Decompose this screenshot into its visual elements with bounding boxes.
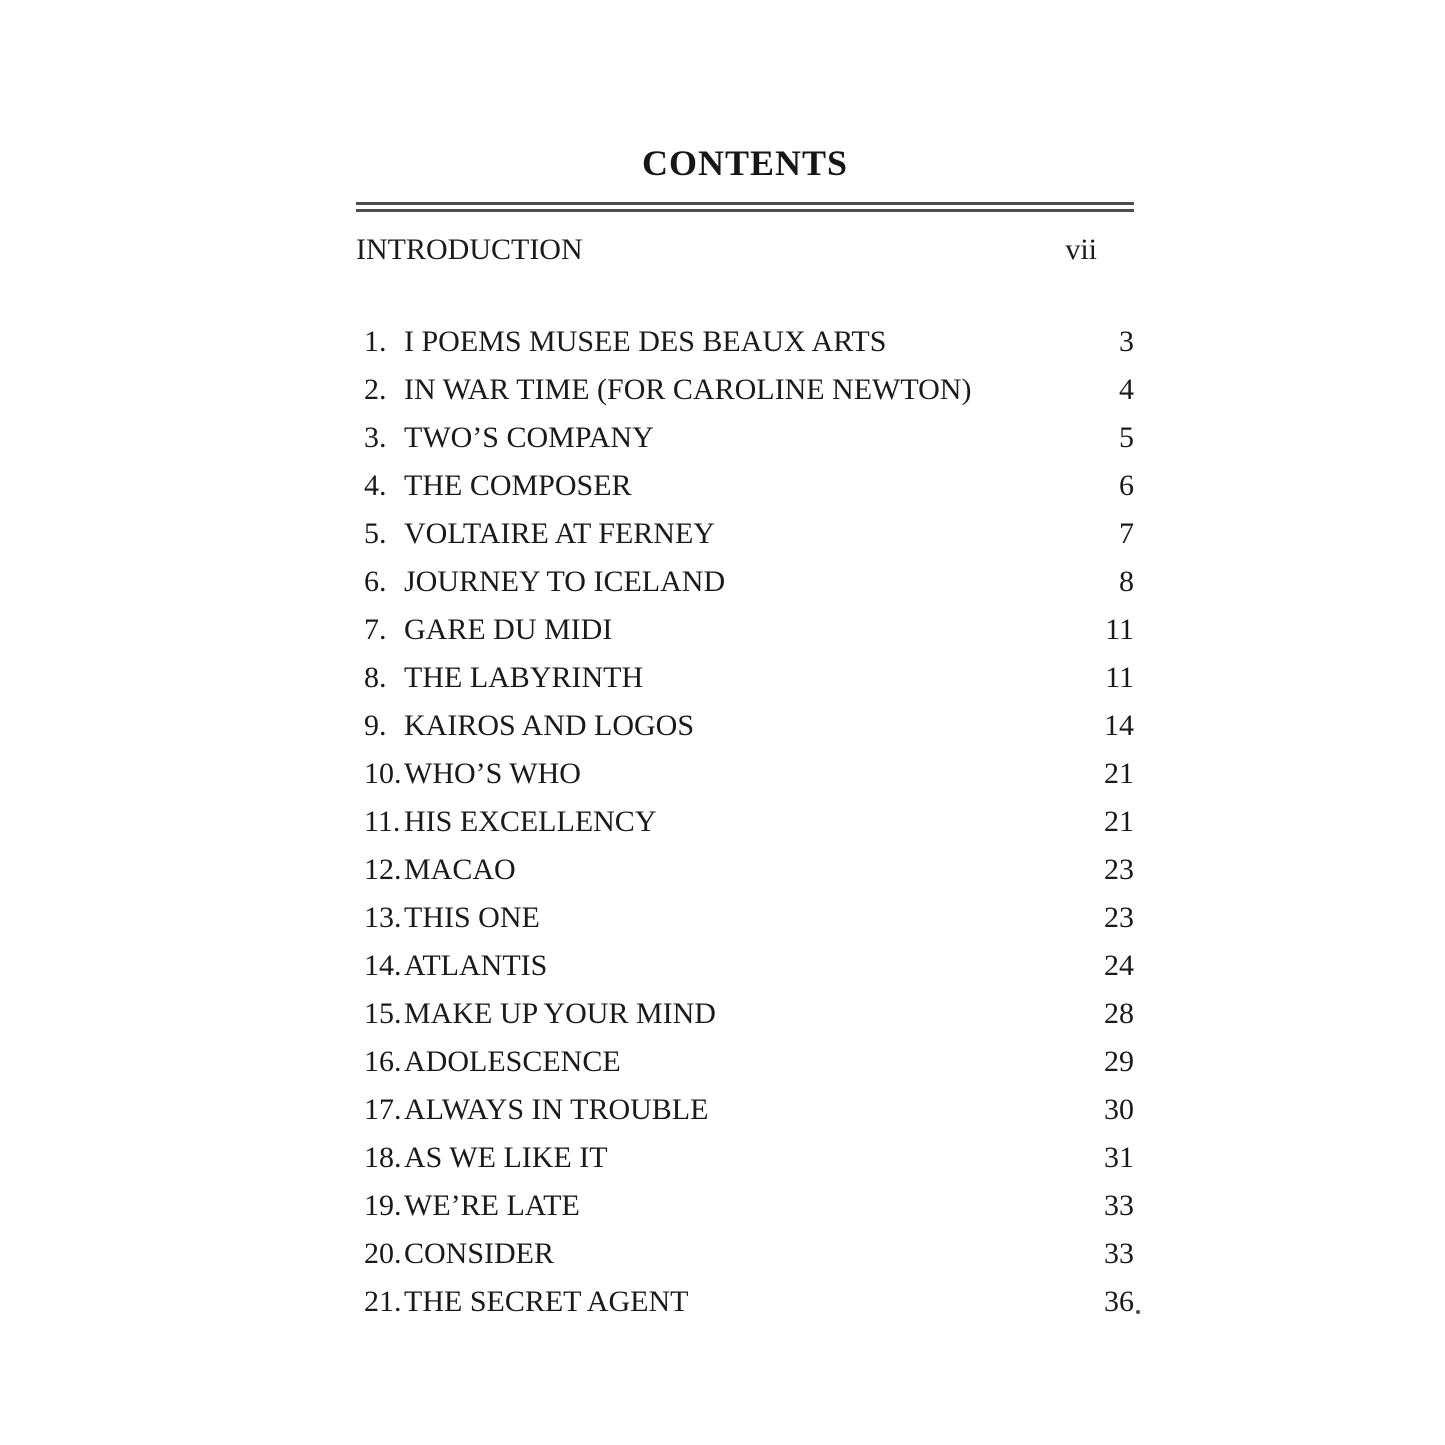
introduction-page-number: vii [1065, 233, 1097, 266]
toc-entry-number: 7. [364, 613, 387, 646]
toc-entry-title: CONSIDER [404, 1237, 555, 1270]
toc-entry [356, 702, 1134, 750]
toc-entry-title: AS WE LIKE IT [404, 1141, 608, 1174]
toc-entry-number: 3. [364, 421, 387, 454]
toc-entry-title: ALWAYS IN TROUBLE [404, 1093, 709, 1126]
page-title: CONTENTS [641, 143, 849, 183]
toc-entry-number: 19. [364, 1189, 402, 1222]
toc-entry [356, 846, 1134, 894]
toc-entry-title: ATLANTIS [404, 949, 548, 982]
toc-entry-number: 13. [364, 901, 402, 934]
toc-entry-page-number: 21 [1104, 757, 1134, 790]
toc-entry [356, 942, 1134, 990]
double-rule-divider [356, 202, 1134, 212]
toc-entry-page-number: 33 [1104, 1237, 1134, 1270]
toc-entry-title: I POEMS MUSEE DES BEAUX ARTS [404, 325, 887, 358]
toc-entry-page-number: 3 [1119, 325, 1134, 358]
toc-entry-title: MAKE UP YOUR MIND [404, 997, 716, 1030]
toc-entry [356, 654, 1134, 702]
toc-entry-number: 12. [364, 853, 402, 886]
toc-entry [356, 1038, 1134, 1086]
toc-entry-number: 1. [364, 325, 387, 358]
toc-entry-title: HIS EXCELLENCY [404, 805, 657, 838]
toc-entry-title: THE COMPOSER [404, 469, 632, 502]
toc-entry [356, 1182, 1134, 1230]
toc-entry-title: GARE DU MIDI [404, 613, 613, 646]
toc-entry [356, 606, 1134, 654]
toc-entry-title: TWO’S COMPANY [404, 421, 654, 454]
toc-entry-title: WHO’S WHO [404, 757, 581, 790]
toc-entry-number: 18. [364, 1141, 402, 1174]
toc-entry-title: ADOLESCENCE [404, 1045, 621, 1078]
toc-entry-page-number: 7 [1119, 517, 1134, 550]
toc-entry [356, 894, 1134, 942]
toc-entry [356, 462, 1134, 510]
toc-entry-title: THE LABYRINTH [404, 661, 644, 694]
toc-entry-page-number: 28 [1104, 997, 1134, 1030]
toc-entry [356, 1230, 1134, 1278]
toc-entry-page-number: 21 [1104, 805, 1134, 838]
toc-entry-number: 14. [364, 949, 402, 982]
toc-entry-number: 5. [364, 517, 387, 550]
toc-entry-title: KAIROS AND LOGOS [404, 709, 695, 742]
toc-entry [356, 1278, 1134, 1326]
toc-list [356, 318, 1134, 1326]
toc-entry-page-number: 24 [1104, 949, 1134, 982]
toc-entry [356, 318, 1134, 366]
toc-entry [356, 750, 1134, 798]
toc-entry [356, 1086, 1134, 1134]
toc-entry-page-number: 11 [1105, 661, 1134, 694]
toc-entry-number: 17. [364, 1093, 402, 1126]
contents-section [356, 143, 1134, 1326]
toc-entry-page-number: 23 [1104, 853, 1134, 886]
toc-entry-number: 11. [364, 805, 401, 838]
toc-entry-title: THIS ONE [404, 901, 540, 934]
toc-entry-title: WE’RE LATE [404, 1189, 580, 1222]
toc-entry [356, 990, 1134, 1038]
toc-entry-page-number: 6 [1119, 469, 1134, 502]
introduction-row [356, 234, 1134, 266]
toc-entry-title: IN WAR TIME (FOR CAROLINE NEWTON) [404, 373, 972, 406]
toc-entry [356, 414, 1134, 462]
toc-entry-title: JOURNEY TO ICELAND [404, 565, 726, 598]
toc-entry [356, 510, 1134, 558]
toc-entry-title: THE SECRET AGENT [404, 1285, 689, 1318]
toc-entry-page-number: 23 [1104, 901, 1134, 934]
toc-entry-page-number: 4 [1119, 373, 1134, 406]
toc-entry-page-number: 14 [1104, 709, 1134, 742]
toc-entry-page-number: 31 [1104, 1141, 1134, 1174]
toc-entry-number: 20. [364, 1237, 402, 1270]
toc-entry-number: 4. [364, 469, 387, 502]
toc-entry-number: 2. [364, 373, 387, 406]
toc-entry [356, 366, 1134, 414]
toc-entry [356, 1134, 1134, 1182]
toc-entry-page-number: 5 [1119, 421, 1134, 454]
toc-entry-title: VOLTAIRE AT FERNEY [404, 517, 715, 550]
toc-entry-number: 8. [364, 661, 387, 694]
toc-entry-number: 21. [364, 1285, 402, 1318]
toc-entry-page-number: 30 [1104, 1093, 1134, 1126]
toc-entry [356, 798, 1134, 846]
toc-entry-page-number: 33 [1104, 1189, 1134, 1222]
toc-entry-page-number: 11 [1105, 613, 1134, 646]
toc-entry-page-number: 29 [1104, 1045, 1134, 1078]
toc-entry-page-number: 36 [1104, 1278, 1134, 1326]
toc-entry-title: MACAO [404, 853, 516, 886]
introduction-label: INTRODUCTION [356, 233, 583, 266]
toc-entry-number: 6. [364, 565, 387, 598]
toc-entry-number: 16. [364, 1045, 402, 1078]
toc-entry-page-number: 8 [1119, 565, 1134, 598]
toc-entry [356, 558, 1134, 606]
toc-entry-number: 9. [364, 709, 387, 742]
toc-entry-number: 15. [364, 997, 402, 1030]
toc-entry-number: 10. [364, 757, 402, 790]
